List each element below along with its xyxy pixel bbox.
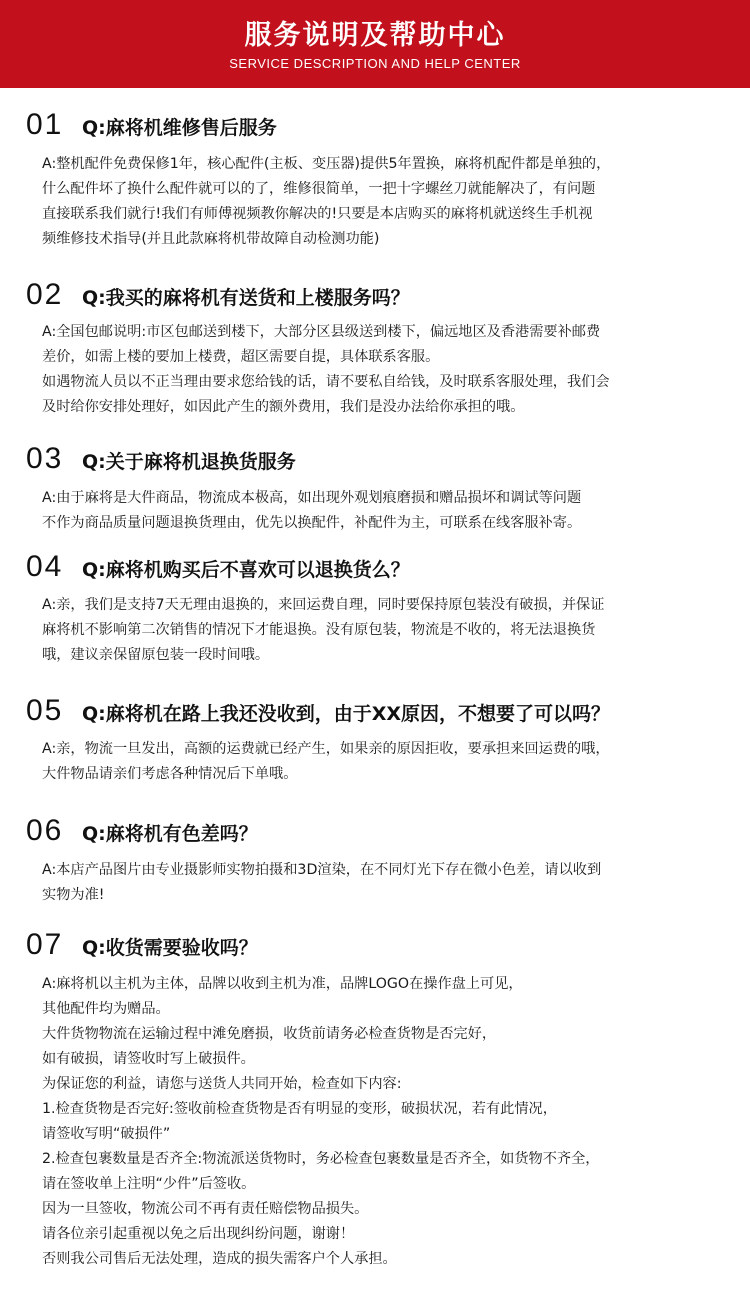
faq-item-03 <box>26 441 730 536</box>
answer-line: 差价，如需上楼的要加上楼费，超区需要自提，具体联系客服。 <box>42 349 440 365</box>
answer-block <box>42 320 730 420</box>
answer-line: 哦，建议亲保留原包装一段时间哦。 <box>42 647 270 663</box>
question-text: Q:收货需要验收吗？ <box>82 937 258 959</box>
question-number: 01 <box>26 108 64 141</box>
answer-line: A:本店产品图片由专业摄影师实物拍摄和3D渲染，在不同灯光下存在微小色差，请以收到 <box>42 862 602 878</box>
question-text: Q:关于麻将机退换货服务 <box>82 451 296 473</box>
question-number: 05 <box>26 694 64 727</box>
faq-item-07 <box>26 927 730 1272</box>
question-text: Q:我买的麻将机有送货和上楼服务吗？ <box>82 287 410 309</box>
faq-item-01 <box>26 107 730 252</box>
answer-line: 及时给你安排处理好，如因此产生的额外费用，我们是没办法给你承担的哦。 <box>42 399 525 415</box>
answer-line: 不作为商品质量问题退换货理由，优先以换配件，补配件为主，可联系在线客服补寄。 <box>42 515 582 531</box>
answer-block <box>42 972 730 1272</box>
question-text: Q:麻将机维修售后服务 <box>82 117 277 139</box>
question-row <box>26 277 730 313</box>
faq-item-04 <box>26 549 730 668</box>
question-number: 04 <box>26 550 64 583</box>
question-text: Q:麻将机在路上我还没收到，由于XX原因，不想要了可以吗？ <box>82 703 611 725</box>
answer-line: 请各位亲引起重视以免之后出现纠纷问题，谢谢！ <box>42 1226 355 1242</box>
faq-item-05 <box>26 693 730 787</box>
answer-line: 否则我公司售后无法处理，造成的损失需客户个人承担。 <box>42 1251 397 1267</box>
answer-line: A:全国包邮说明:市区包邮送到楼下，大部分区县级送到楼下，偏远地区及香港需要补邮费 <box>42 324 601 340</box>
question-number: 03 <box>26 442 64 475</box>
answer-line: 什么配件坏了换什么配件就可以的了，维修很简单，一把十字螺丝刀就能解决了，有问题 <box>42 181 596 197</box>
question-number: 07 <box>26 928 64 961</box>
answer-line: 其他配件均为赠品。 <box>42 1001 170 1017</box>
page-subtitle: SERVICE DESCRIPTION AND HELP CENTER <box>229 56 521 71</box>
answer-line: 为保证您的利益，请您与送货人共同开始，检查如下内容: <box>42 1076 402 1092</box>
answer-line: 请在签收单上注明“少件”后签收。 <box>42 1176 256 1192</box>
answer-line: A:亲，我们是支持7天无理由退换的，来回运费自理，同时要保持原包装没有破损，并保证 <box>42 597 605 613</box>
answer-block <box>42 737 730 787</box>
answer-line: 请签收写明“破损件” <box>42 1126 171 1142</box>
header-banner <box>0 0 750 88</box>
question-text: Q:麻将机购买后不喜欢可以退换货么？ <box>82 559 410 581</box>
answer-line: 频维修技术指导(并且此款麻将机带故障自动检测功能) <box>42 231 380 247</box>
answer-line: 因为一旦签收，物流公司不再有责任赔偿物品损失。 <box>42 1201 369 1217</box>
question-row <box>26 927 730 963</box>
question-number: 06 <box>26 814 64 847</box>
answer-line: 直接联系我们就行!我们有师傅视频教你解决的!只要是本店购买的麻将机就送终生手机视 <box>42 206 593 222</box>
answer-line: A:亲，物流一旦发出，高额的运费就已经产生，如果亲的原因拒收，要承担来回运费的哦， <box>42 741 610 757</box>
question-row <box>26 693 730 729</box>
answer-line: A:整机配件免费保修1年，核心配件(主板、变压器)提供5年置换，麻将机配件都是单独的， <box>42 156 611 172</box>
page-title: 服务说明及帮助中心 <box>244 20 506 51</box>
answer-line: 大件物品请亲们考虑各种情况后下单哦。 <box>42 766 298 782</box>
answer-block <box>42 486 730 536</box>
answer-block <box>42 593 730 668</box>
answer-block <box>42 152 730 252</box>
question-row <box>26 813 730 849</box>
answer-line: 2.检查包裹数量是否齐全:物流派送货物时，务必检查包裹数量是否齐全，如货物不齐全， <box>42 1151 600 1167</box>
question-number: 02 <box>26 278 64 311</box>
question-row <box>26 441 730 477</box>
faq-item-06 <box>26 813 730 908</box>
answer-line: 1.检查货物是否完好:签收前检查货物是否有明显的变形，破损状况，若有此情况， <box>42 1101 557 1117</box>
answer-line: 实物为准! <box>42 887 105 903</box>
faq-item-02 <box>26 277 730 420</box>
question-text: Q:麻将机有色差吗？ <box>82 823 258 845</box>
answer-line: 如有破损，请签收时写上破损件。 <box>42 1051 255 1067</box>
answer-line: A:由于麻将是大件商品，物流成本极高，如出现外观划痕磨损和赠品损坏和调试等问题 <box>42 490 582 506</box>
answer-line: 大件货物物流在运输过程中滩免磨损，收货前请务必检查货物是否完好， <box>42 1026 497 1042</box>
question-row <box>26 107 730 143</box>
answer-block <box>42 858 730 908</box>
answer-line: 如遇物流人员以不正当理由要求您给钱的话，请不要私自给钱，及时联系客服处理，我们会 <box>42 374 610 390</box>
question-row <box>26 549 730 585</box>
answer-line: 麻将机不影响第二次销售的情况下才能退换。没有原包装，物流是不收的，将无法退换货 <box>42 622 596 638</box>
answer-line: A:麻将机以主机为主体，品牌以收到主机为准，品牌LOGO在操作盘上可见， <box>42 976 523 992</box>
